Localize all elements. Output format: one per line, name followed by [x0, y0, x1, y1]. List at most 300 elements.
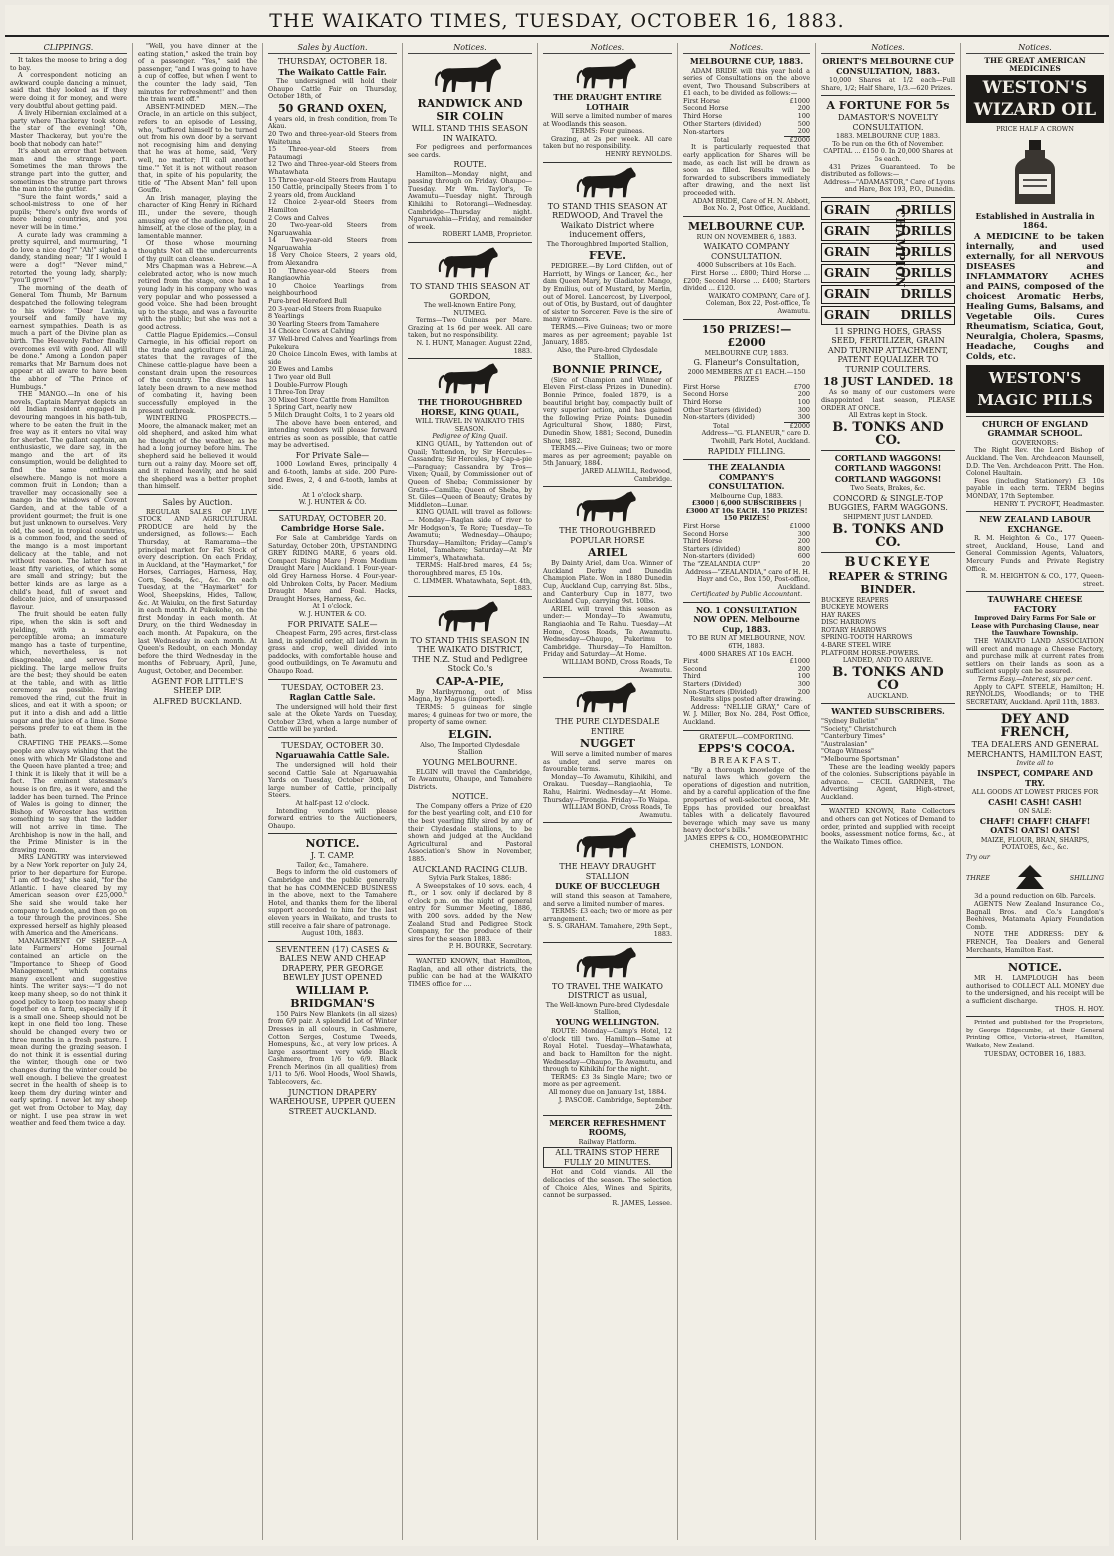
cheese-text: THE WAIKATO LAND ASSOCIATION will erect and manage a Cheese Factory, and purchase milk at current rates from settlers on their lands as soon as a sufficient supply can be assured. — [966, 637, 1104, 676]
waggon-subtitle: Two Seats, Brakes, &c. — [850, 484, 926, 493]
clipping: Cattle Plague Epidemics.—Consul Carnegie, in his official report on the trade and agriculture of Lima, states that the ravages of the Chinese cattle-plague have been a constant drain upon the resources of the country. The disease has lately been drawn to a new method of combating it, having been successfully employed in the present outbreak. — [138, 330, 257, 415]
prize-label: Starters (Divided) — [683, 679, 742, 688]
merchant-name: B. TONKS AND CO. — [832, 419, 944, 448]
clipping: Of those whose mourning thoughts Not all the undercurrents of thy guilt can cleanse. — [138, 239, 257, 263]
divider — [268, 510, 397, 511]
divider — [138, 494, 257, 495]
address-text: NOTE THE ADDRESS: DEY & FRENCH, Tea Dealers and General Merchants, Hamilton East. — [966, 930, 1104, 954]
column-heading: Sales by Auction. — [268, 43, 397, 54]
terms-text: TERMS: Half-bred mares, £4 5s; thoroughbred mares, £5 10s. — [408, 561, 532, 578]
signature-name: THOS. H. HOY. — [1054, 1004, 1104, 1013]
stallion-heading: THE THOROUGHBRED HORSE, KING QUAIL, — [417, 397, 523, 417]
terms-text: TERMS.—Five Guineas; two or more mares as per agreement; payable on 5th January, 1884. — [543, 444, 672, 468]
stallion-name: FEVE. — [589, 249, 626, 263]
cheese-subtitle: Improved Dairy Farms For Sale or Lease with Purchasing Clause, near the Tauwhare Township. — [971, 614, 1099, 638]
merchant-location: AUCKLAND. — [867, 691, 909, 700]
cocoa-text: "By a thorough knowledge of the natural laws which govern the operations of digestion and nutrition, and by a careful application of the fine properties of well-selected cocoa, Mr. Epps has provided our breakfast tables with a delicately flavoured beverage which may save us many heavy doctor's bills." — [683, 765, 810, 835]
list-item: 4 years old, in fresh condition, from Te Akau. — [268, 114, 397, 131]
consultation-heading: ORIENT'S MELBOURNE CUP CONSULTATION, 1883. — [822, 56, 954, 76]
column-clippings-continued — [133, 43, 263, 1540]
list-item: "Sydney Bulletin" — [821, 716, 878, 725]
divider — [966, 957, 1104, 958]
list-item: 5 Milch Draught Colts, 1 to 2 years old — [268, 410, 395, 419]
divider — [821, 552, 955, 553]
list-item: 1 Three-Ton Dray — [268, 388, 325, 397]
consultation-name: G. Flaneur's Consultation, — [693, 358, 800, 368]
route-text: ROUTE: Monday—Camp's Hotel, 12 o'clock till two. Hamilton—Same at Royal Hotel. Tuesday—Whatawhata, and back to Hamilton for the night. Wednesday—Ohaupo, Te Awamutu, and through to Kihikihi for the night. — [543, 1027, 672, 1074]
consultation-shares: 4000 SHARES AT 10s EACH. — [699, 649, 794, 658]
consultation-address: Address—"ADAMASTOR," Care of Lyons and Hare, Box 193, P.O., Dunedin. — [823, 177, 955, 194]
grain-label: GRAIN — [824, 265, 871, 280]
divider — [821, 450, 955, 451]
auctioneer-firm: W. J. HUNTER & CO. — [298, 498, 367, 507]
cocoa-maker: JAMES EPPS & CO., HOMŒOPATHIC CHEMISTS, LONDON. — [684, 833, 809, 850]
auctioneer-firm: W. J. HUNTER & CO. — [298, 609, 367, 618]
prize-label: Total — [713, 421, 730, 430]
refreshment-subtitle: Railway Platform. — [578, 1137, 637, 1146]
grain-label: GRAIN — [824, 202, 871, 217]
consultation-subtitle: 1883. MELBOURNE CUP, 1883. — [836, 132, 940, 141]
consultation-date: To be run on the 6th of November. — [832, 139, 944, 148]
private-sale-text: 1000 Lowland Ewes, principally 4 and 6-tooth, lambs at side. 200 Pure-bred Ewes, 2, 4 and 6-tooth, lambs at side. — [268, 460, 397, 492]
sale-note: The above have been entered, and intending vendors will please forward entries as soon as possible, that cattle may be advertised. — [268, 418, 397, 450]
shilling-label: SHILLING — [1069, 873, 1104, 882]
just-landed: 18 JUST LANDED. 18 — [822, 375, 954, 389]
grain-label: GRAIN — [824, 244, 871, 259]
prize-amount: 20 — [801, 559, 810, 568]
drills-label: DRILLS — [900, 265, 952, 280]
masthead-title: THE WAIKATO TIMES, TUESDAY, OCTOBER 16, 1883. — [269, 10, 845, 32]
exchange-heading: NEW ZEALAND LABOUR EXCHANGE. — [979, 514, 1091, 534]
consultation-capital: CAPITAL ... £150 0. In 20,000 Shares at 5s each. — [823, 147, 953, 163]
school-heading: CHURCH OF ENGLAND GRAMMAR SCHOOL. — [981, 418, 1089, 439]
stallion-heading: THE HEAVY DRAUGHT STALLION — [559, 862, 656, 881]
owner-name: JARED ALLWILL, Redwood, Cambridge. — [582, 467, 672, 483]
clipping: It's about an error that between man and the strange part. Sometimes the man throws the strange part into the gutter, and sometimes the strange part throws the man into the gutter. — [10, 147, 127, 194]
proprietor-name: ROBERT LAMB, Proprietor. — [442, 230, 532, 239]
divider — [683, 730, 810, 731]
clipping: ABSENT-MINDED MEN.—The Oracle, in an article on this subject, refers to an episode of Lessing, who, "suffered himself to be turned out from his own door by a servant not recognising him and denying that he was at home, said, 'Very well, no matter; I'll call another time.'" Yet it is not without reason that, in spite of his popularity, the title of "The Absent Man" fell upon Gouffe. — [138, 102, 257, 195]
horse-illustration — [573, 166, 643, 200]
divider — [683, 459, 810, 460]
clipping: MANAGEMENT OF SHEEP.—A late Farmers' Home Journal contained an article on the "Importance to Sheep of Good Management," which contains many excellent and suggestive hints. The writer says:—"I do not keep many sheep, so do not think it good policy to keep too many sheep together on a farm, especially if it is a small one. Sheep should not be kept in one field too long. These should be changed every two or three months in a fresh pasture. I mean during the grazing season. I do not think it is essential during the winter, though one or two changes during the winter could be well enough. I believe the greatest secret in the health of sheep is to keep them dry during winter and early spring. I never let my sheep get wet from October to May, day or night. I use pea straw in wet weather and feed them twice a day. — [10, 936, 127, 1128]
consultation-shares: 4000 Subscribers at 10s Each. — [696, 261, 797, 270]
clipping: "Sure the faint words," said a school-mistress to one of her pupils; "there's only five words of more being countries, and you never will be in time." — [10, 192, 127, 232]
stand-text: Will serve a limited number of mares at Woodlands this season. — [543, 112, 672, 128]
three-label: THREE — [966, 873, 990, 882]
merchant-name: B. TONKS AND CO. — [832, 521, 944, 550]
tea-reduction: 3d a pound reduction on 6lb. Parcels. — [974, 892, 1096, 901]
waggon-line: CORTLAND WAGGONS! — [834, 463, 942, 474]
divider — [821, 95, 955, 96]
newspaper-page — [5, 5, 1109, 1546]
owner-name: WILLIAM BOND, Cross Roads, Te Awamutu. — [562, 657, 672, 674]
list-item: 2 Cows and Calves — [268, 213, 330, 222]
chaff-line: CHAFF! CHAFF! CHAFF! OATS! OATS! OATS! — [979, 815, 1091, 836]
inspect-line: INSPECT, COMPARE AND TRY. — [977, 768, 1093, 788]
prize-amount: 200 — [797, 104, 810, 113]
list-item: 8 Yearlings — [268, 312, 304, 321]
terms-text: Terms—Two Guineas per Mare. Grazing at 1s 6d per week. All care taken, but no responsibility. — [408, 316, 532, 340]
grain-label: GRAIN — [824, 223, 871, 238]
divider — [268, 737, 397, 738]
list-item: 37 Well-bred Calves and Yearlings from Pukekura — [268, 335, 397, 351]
column-clippings — [5, 43, 133, 1540]
list-item: 1 Two year old Bull — [268, 372, 331, 381]
divider — [268, 833, 397, 834]
clipping: THE MANGO.—In one of his novels, Captain Marryat depicts an old Indian resident engaged in devouring mangoes in his bath-tub, where to be eaten the fruit in the free way as it enters no vital way for sherbet. The gallant captain, an enthusiastic, we dare say, in the mango and the art of its consumption, would be delighted to find the same enthusiasm elsewhere. Mango is not more a common fruit in London; than a traveller may occasionally see a mango in the windows of Covent Garden, and at the table of a provident gourmet; the fruit is one but just unknown to ourselves. Very old, the seed, in tropical countries, is a common food, and the seed of the mango is a most important delicacy at the table, and not without reason. The latter has at least fifty varieties, of which some are small and stringy; but the better kinds are as large as a child's head, full of sweet and delicate juice, and of unsurpassed flavour. — [10, 390, 127, 611]
racing-stakes: Sylvia Park Stakes, 1886: — [428, 874, 512, 883]
divider — [543, 942, 672, 943]
cheese-terms: Terms Easy.—Interest, six per cent. — [977, 675, 1093, 684]
school-terms: Fees (including Stationery) £3 10s payable in each term. TERM begins MONDAY, 17th September. — [966, 476, 1104, 500]
stand-heading: TO STAND THIS SEASON AT REDWOOD, And Travel the Waikato District where inducement offers, — [547, 201, 668, 240]
list-item: 10 Three-year-old Steers from Rangiaowhia — [268, 266, 397, 283]
medicine-banner: THE GREAT AMERICAN MEDICINES — [984, 56, 1086, 73]
pedigree-text: PEDIGREE.—By Lord Clifden, out of Harriott, by Wings or Lancer, &c., her dam Queen Mary, by Gladiator. Mango, by Emilius, out of Mustard, by Merlin, out of Morel. Lancercost, by Liverpool, out of Otis, by Bustard, out of daughter of sister to Sorcerer. Feve is the sire of many winners. — [543, 262, 672, 324]
medicine-text: A MEDICINE to be taken internally, and used externally, for all NERVOUS DISEASES and INFLAMMATORY ACHES and PAINS, composed of the choicest Aromatic Herbs, Healing Gums, Balsams, and Vegetable Oils. Cures Rheumatism, Sciatica, Gout, Neuralgia, Cholera, Spasms, Headache, Coughs and Colds, etc. — [966, 231, 1104, 362]
owner-name: J. PASCOE. Cambridge, September 24th. — [558, 1095, 672, 1112]
prize-label: Third Horse — [683, 112, 723, 121]
notice-heading: NOTICE. — [305, 837, 360, 851]
racing-text: A Sweepstakes of 10 sovs. each, 4 ft., or 1 sov. only if declared by 8 o'clock p.m. on the night of general entry for Summer Meeting, 1886, with 200 sovs. added by the New Zealand Stud and Pedigree Stock Company, for the produce of their sires for the season 1883. — [408, 881, 532, 943]
consultation-note: It is particularly requested that early application for Shares will be made, as each list will be drawn as soon as filled. Results will be forwarded to subscribers immediately after drawing, and the next list proceeded with. — [683, 143, 810, 197]
tailor-text: Begs to inform the old customers of Cambridge and the public generally that he has COMMENCED BUSINESS in the above, next to the Tamahere Hotel, and thanks them for the liberal support accorded to him for the last eleven years in Waikato, and trusts to still receive a fair share of patronage. — [268, 868, 397, 930]
invite-line: Invite all to — [1016, 759, 1054, 768]
stallion-subtitle: The Well-known Pure-bred Clydesdale Stallion, — [545, 1000, 670, 1017]
stand-text: will stand this season at Tamahere, and serve a limited number of mares. — [543, 891, 672, 908]
column-notices-entires — [538, 43, 678, 1540]
prize-amount: 300 — [797, 413, 810, 422]
consultation-address: Address—"ZEALANDIA," care of H. H. Hayr and Co., Box 150, Post-office, Auckland. — [685, 567, 810, 591]
stand-heading: WILL STAND THIS SEASON IN WAIKATO. — [411, 124, 529, 143]
column-notices-stallions — [403, 43, 538, 1540]
cocoa-subtitle: BREAKFAST. — [710, 756, 783, 766]
list-item: 1 Spring Cart, nearly new — [268, 403, 353, 412]
list-item: 20 Ewes and Lambs — [268, 365, 333, 374]
clipping: WINTERING PROSPECTS.—Moore, the almanack maker, met an old shepherd, and asked him what he thought of the weather, as he had a long journey before him. The shepherd said he believed it would turn out a rainy day. Moore set off, and it rained heavily, and he said the shepherd was a better prophet than himself. — [138, 414, 257, 491]
sale-intro: The undersigned will hold their Ohaupo Cattle Fair on Thursday, October 18th, of — [268, 77, 397, 101]
buggies-line: CONCORD & SINGLE-TOP BUGGIES, FARM WAGGONS. — [828, 493, 948, 513]
list-item: 20 Two-year-old Steers from Ngaruawahia — [268, 221, 397, 237]
column-notices-merchants — [961, 43, 1109, 1540]
drills-label: DRILLS — [900, 307, 952, 322]
merchant-subtitle: TEA DEALERS AND GENERAL MERCHANTS, HAMILTON EAST, — [967, 740, 1103, 759]
prize-amount: 100 — [797, 672, 810, 681]
list-item: ROTARY HARROWS — [821, 625, 887, 634]
prize-label: First Horse — [683, 521, 720, 530]
consultation-subtitle: MELBOURNE CUP, 1883. — [704, 348, 789, 357]
prize-label: Non-starters — [683, 127, 725, 136]
tailor-name: J. T. CAMP. — [310, 851, 355, 861]
agent-line: AGENT FOR LITTLE'S SHEEP DIP. — [151, 676, 244, 696]
stallion-heading: THE THOROUGHBRED POPULAR HORSE — [559, 526, 656, 545]
tailor-subtitle: Tailor, &c., Tamahere. — [296, 860, 369, 869]
stallion-subtitle: Also, The Imported Clydesdale Stallion — [420, 740, 520, 757]
clipping: It takes the moose to bring a dog to bay. — [10, 56, 127, 72]
stallion-subtitle: Also, the Pure-bred Clydesdale Stallion, — [557, 345, 658, 362]
consultation-heading: MELBOURNE CUP. — [687, 219, 805, 233]
sale-title: Cambridge Horse Sale. — [280, 523, 385, 534]
prize-amount: 500 — [797, 119, 810, 128]
divider — [966, 416, 1104, 417]
drapery-heading: SEVENTEEN (17) CASES & BALES NEW AND CHEAP DRAPERY, PER GEORGE BEWLEY JUST OPENED — [275, 944, 390, 983]
prize-label: Third Horse — [683, 537, 723, 546]
stallion-name: YOUNG MELBOURNE. — [422, 758, 518, 767]
prize-label: First — [683, 657, 699, 666]
payment-note: All money due on January 1st, 1884. — [548, 1087, 667, 1096]
prize-amount: 100 — [797, 398, 810, 406]
clipping: A correspondent noticing an awkward couple dancing a minuet, said that they looked as if they were doing it for money, and were very doubtful about getting paid. — [10, 71, 127, 110]
auctioneer-name: ALFRED BUCKLAND. — [153, 696, 242, 706]
consultation-shares: £3000 | 6,000 SUBSCRIBERS | £3000 AT 10s EACH. 150 PRIZES! 150 PRIZES! — [685, 499, 808, 523]
drills-label: DRILLS — [900, 202, 952, 217]
prize-label: Third — [683, 672, 701, 681]
refreshment-heading: MERCER REFRESHMENT ROOMS, — [549, 1117, 666, 1138]
prize-label: Other Starters (divided) — [683, 119, 762, 128]
owner-name: C. LIMMER. Whatawhata, Sept. 4th, 1883. — [413, 576, 532, 593]
manager-name: N. I. HUNT, Manager. August 22nd, 1883. — [416, 339, 532, 355]
horse-illustration — [430, 57, 510, 95]
clipping: A curate lady was cramming a pretty squirrel, and murmuring, "I do love a nice dog?" "Ah!" sighed a dandy, standing near; "If I would I were a dog!" "Never mind," retorted the young lady, sharply; "you'll grow!" — [10, 230, 127, 285]
terms-text: TERMS: 5 guineas for single mares; 4 guineas for two or more, the property of same owner. — [408, 703, 532, 727]
tea-price-row — [966, 863, 1104, 893]
prize-amount: £700 — [793, 382, 810, 391]
prize-label: Second Horse — [683, 104, 729, 113]
clipping: Mrs Chapman was a Hebrew.—A celebrated actor, who is now much retired from the stage, once had a young lady in his company who was very popular and who possessed a good voice. She had been brought up to the stage, and was a favourite with the public; but she was not a good actress. — [138, 262, 257, 331]
reaper-heading: REAPER & STRING BINDER. — [828, 569, 948, 596]
sale-time: At 1 o'clock. — [312, 602, 353, 611]
divider — [966, 511, 1104, 512]
divider — [543, 486, 672, 487]
implement-list — [821, 597, 955, 658]
prize-label: First Horse — [683, 382, 720, 391]
divider — [268, 941, 397, 942]
list-item: HAY RAKES — [821, 610, 861, 619]
divider — [966, 1016, 1104, 1017]
column-sales-by-auction — [263, 43, 403, 1540]
list-item: 18 Very Choice Steers, 2 years old, from Alexandra — [268, 251, 397, 268]
route-text: ELGIN will travel the Cambridge, Te Awamutu, Ohaupo, and Tamahere Districts. — [408, 767, 532, 791]
consultation-name: WAIKATO COMPANY CONSULTATION. — [703, 242, 790, 261]
prize-label: Second Horse — [683, 390, 729, 399]
clipping: "Well, you have dinner at the eating station," asked the train boy of a passenger. "Yes," said the passenger, "and I was going to have a cup of coffee, but when I went to the counter the lady said, 'Ten minutes for refreshment!' and then the train went off." — [138, 43, 257, 104]
sale-date: SATURDAY, OCTOBER 20. — [278, 513, 387, 523]
sale-text: For Sale at Cambridge Yards on Saturday, October 20th, UPSTANDING GREY RIDING MARE, 6 years old. Compact Rising Mare | From Medium Draught Mare | Auckland. 1 Four-year-old Grey Harness Horse. 4 Four-year-old Unbroken Colts, by Pacer. Medium Draught Mare and Foal. Hacks, Draught Horses, Harness, &c. — [268, 533, 397, 603]
divider — [543, 677, 672, 678]
racing-club-heading: AUCKLAND RACING CLUB. — [412, 864, 528, 874]
merchant-name: DEY AND FRENCH, — [1000, 712, 1070, 741]
consultation-address: Address—"G. FLANEUR," care D. Twohill, Park Hotel, Auckland. — [701, 429, 810, 445]
prize-amount: 200 — [797, 127, 810, 136]
consultation-text: ADAM BRIDE will this year hold a series of Consultations on the above event, Two Thousand Subscribers at £1 each, to be divided as follows:— — [683, 66, 810, 98]
horse-illustration — [573, 490, 643, 524]
stand-text: Will serve a limited number of mares as under, and serve mares on favourable terms. — [543, 750, 672, 774]
divider — [683, 319, 810, 320]
list-item: "Otago Witness" — [821, 747, 874, 756]
sale-note: Intending vendors will please forward entries to the Auctioneers, Ohaupo. — [268, 806, 397, 830]
prize-label: Non-starters (divided) — [683, 552, 755, 561]
route-text: KING QUAIL will travel as follows:— Monday—Raglan side of river to Mr Hodgson's, Te Rore; Tuesday—Te Awamutu; Wednesday—Ohaupo; Thursday—Hamilton; Friday—Camp's Hotel, Tamahere; Saturday—At Mr Limmer's, Whatawhata. — [408, 508, 532, 562]
list-item: BUCKEYE REAPERS — [821, 595, 889, 604]
sale-date: TUESDAY, OCTOBER 30. — [281, 740, 384, 750]
masthead — [5, 9, 1109, 37]
consultation-address: ADAM BRIDE, Care of H. N. Abbott, Box No. 2, Post Office, Auckland. — [692, 196, 810, 213]
stallion-name: BONNIE PRINCE, — [552, 362, 663, 376]
divider — [543, 162, 672, 163]
list-item: DISC HARROWS — [821, 618, 876, 627]
column-heading: CLIPPINGS. — [10, 43, 127, 54]
list-item: 15 Three-year-old Steers from Hautapu — [268, 175, 397, 184]
prize-amount: 300 — [797, 405, 810, 414]
list-item: 12 Two and Three-year-old Steers from Whatawhata — [268, 160, 397, 176]
consultation-address: WAIKATO COMPANY, Care of J. Coleman, Box 22, Post-office, Te Awamutu. — [705, 291, 810, 315]
wanted-heading: WANTED SUBSCRIBERS. — [831, 706, 945, 717]
consultation-name: DAMASTOR'S NOVELTY CONSULTATION. — [837, 113, 939, 132]
prize-amount: £2000 — [784, 422, 810, 430]
draper-name: WILLIAM P. BRIDGMAN'S — [290, 983, 375, 1010]
paper-list — [821, 718, 955, 764]
exchange-firm: R. M. HEIGHTON & CO., 177, Queen-street. — [980, 572, 1104, 588]
grain-label: GRAIN — [824, 286, 871, 301]
produce-line: MAIZE, FLOUR, BRAN, SHARPS, POTATOES, &c., &c. — [980, 835, 1090, 852]
order-note: As so many of our customers were disappointed last season, PLEASE ORDER AT ONCE. — [821, 388, 955, 412]
consultation-date: RUN ON NOVEMBER 6, 1883. — [696, 232, 797, 241]
cocoa-tagline: GRATEFUL—COMFORTING. — [699, 732, 794, 741]
column-heading: Notices. — [543, 43, 672, 54]
prize-amount: £1000 — [789, 96, 810, 105]
list-item: SPRING-TOOTH HARROWS — [821, 633, 913, 642]
horse-illustration — [435, 600, 505, 634]
owner-name: S. S. GRAHAM. Tamahere, 29th Sept., 1883. — [548, 922, 672, 938]
try-label: Try our — [966, 852, 990, 861]
list-item: BUCKEYE MOWERS — [821, 603, 889, 612]
wanted-known-text: WANTED KNOWN, that Hamilton, Raglan, and all other districts, the public can be had at the WAIKATO TIMES office for .... — [408, 956, 532, 988]
divider — [821, 804, 955, 805]
route-text: ARIEL will travel this season as under:— Monday—To Awamutu, Rangiaohia and Te Rahu. Tuesday—At Home, Cross Roads, Te Awamutu. Wednesday—Ohaupo, Pukerimu to Cambridge. Thursday—To Hamilton. Friday and Saturday—At Home. — [543, 604, 672, 659]
prize-label: The "ZEALANDIA CUP" — [683, 559, 761, 568]
list-item: 10 Choice Yearlings from neighbourhood — [268, 281, 397, 298]
grain-drills-row — [821, 306, 955, 325]
prize-table — [683, 98, 810, 145]
prize-amount: 800 — [797, 544, 810, 553]
cheese-heading: TAUWHARE CHEESE FACTORY — [987, 594, 1083, 614]
drills-label: DRILLS — [900, 286, 952, 301]
route-text: Hamilton—Monday night, and passing through on Friday. Ohaupo—Tuesday. Mr Wm. Taylor's, Te Awamutu—Tuesday night. Through Kihikihi to Rotorangi—Wednesday. Cambridge—Thursday night. Ngaruawahia—Friday, and remainder of week. — [408, 169, 532, 231]
stallion-name: DUKE OF BUCCLEUGH — [555, 881, 660, 892]
prize-amount: 600 — [797, 552, 810, 561]
goods-line: ALL GOODS AT LOWEST PRICES FOR — [971, 788, 1099, 796]
list-item: 14 Choice Cows at Calving — [268, 327, 355, 336]
pedigree-text: (Sire of Champion and Winner of Eleven First-class Prizes in Dunedin). Bonnie Prince, foaled 1879, is a beautiful bright bay, compactly built of very superior action, and has gained the following Prize Points: Dunedin Agricultural Show, 1880; First, Dunedin Show, 1881; Second, Dunedin Show, 1882. — [543, 375, 672, 445]
divider — [683, 216, 810, 217]
stallion-name: ELGIN. — [448, 727, 492, 741]
consultation-shares: 2000 MEMBERS AT £1 EACH.—150 PRIZES — [687, 367, 806, 384]
drapery-text: 150 Pairs New Blankets (in all sizes) from 6/9 pair. A splendid Lot of Winter Dresses in all colours, in Cashmere, Cotton Serges, Costume Tweeds, Homespuns, &c., at very low prices. A large assortment very wide Black Cashmere, from 1/6 to 6/9. Black French Merinos (in all qualities) from 1/11 to 5/6. Wool Hoods, Wool Shawls, Tablecovers, &c. — [268, 1009, 397, 1087]
drapery-address: JUNCTION DRAPERY WAREHOUSE, UPPER QUEEN STREET AUCKLAND. — [269, 1087, 396, 1116]
stallion-names: RANDWICK AND SIR COLIN — [417, 97, 523, 123]
list-item: "Canterbury Times" — [821, 732, 886, 741]
stallion-subtitle: The Thoroughbred Imported Stallion, — [546, 239, 669, 248]
consultation-heading: NO. 1 CONSULTATION NOW OPEN. Melbourne Cup, 1883. — [693, 604, 800, 634]
grazing-text: Grazing, at 2s per week. All care taken but no responsibility. — [543, 134, 672, 151]
prize-amount: 300 — [797, 679, 810, 688]
sale-date: TUESDAY, OCTOBER 23. — [281, 682, 384, 692]
list-item: 14 Two-year-old Steers from Ngaruawahia — [268, 236, 397, 252]
list-item: 1 Double-Furrow Plough — [268, 380, 348, 389]
divider — [966, 591, 1104, 592]
prize-table — [683, 384, 810, 431]
horse-illustration — [435, 246, 505, 280]
cocoa-brand: EPPS'S COCOA. — [697, 742, 796, 756]
list-item: 4-BARE STEEL WIRE — [821, 641, 891, 650]
clipping: CRAFTING THE PEAKS.—Some people are always wishing that the ones with which Mr Gladstone and the Queen have planted a tree; and I think it is likely that it will be a fact. The eminent statesman's house is on fire, as it were, and the ladder has been turned. The Prince of Wales is going to dinner, the Bishop of Worcester has written something to say that the ladder will not arrive in time. The Archbishop is now in the hall, and the Prime Minister is in the drawing room. — [10, 739, 127, 854]
horse-illustration — [573, 681, 643, 715]
table-row — [683, 666, 810, 674]
terms-text: TERMS.—Five Guineas; two or more mares as per agreement; payable 1st January, 1885. — [543, 322, 672, 347]
certification: Certificated by Public Accountant. — [690, 590, 803, 599]
column-heading: Notices. — [683, 43, 810, 54]
stallion-heading: THE DRAUGHT ENTIRE LOTHAIR — [553, 92, 662, 112]
stallion-name: ARIEL — [588, 546, 627, 560]
clipping: A lively Hibernian exclaimed at a party where Thackeray took stone the star of the evening! "Oh, Master Thackeray, but you're the boob that nobody can hate!" — [10, 109, 127, 148]
stallion-subtitle: WILL TRAVEL IN WAIKATO THIS SEASON. — [415, 417, 525, 433]
implement-attachments: 11 SPRING HOES, GRASS SEED, FERTILIZER, GRAIN AND TURNIP ATTACHMENT, PATENT EQUALIZER TO TURNIP COULTERS. — [827, 326, 949, 374]
sale-title: Ngaruawahia Cattle Sale. — [275, 750, 390, 761]
notice-text: MR H. LAMPLOUGH has been authorised to COLLECT ALL MONEY due to the undersigned, and his receipt will be a sufficient discharge. — [966, 974, 1104, 1005]
prize-label: Other Starters (divided) — [683, 405, 762, 414]
filling-notice: RAPIDLY FILLING. — [707, 446, 786, 456]
governors-text: The Right Rev. the Lord Bishop of Auckland. The Ven. Archdeacon Maunsell, D.D. The Ven. Archdeacon Pritt. The Hon. Colonel Haultain. — [966, 446, 1104, 478]
sale-time: At 1 o'clock sharp. — [302, 490, 363, 499]
column-notices-consultations — [678, 43, 816, 1540]
imprint-date: TUESDAY, OCTOBER 16, 1883. — [984, 1049, 1086, 1058]
column-heading: Notices. — [821, 43, 955, 54]
stand-heading: TO STAND THIS SEASON AT GORDON, — [410, 282, 530, 301]
sale-time: At half-past 12 o'clock. — [295, 798, 370, 807]
notice-heading: NOTICE. — [1008, 961, 1062, 975]
owner-name: WILLIAM BOND, Cross Roads, Te Awamutu. — [562, 803, 672, 819]
horse-illustration — [573, 946, 643, 980]
auction-heading: Sales by Auction. — [162, 498, 233, 508]
terms-text: TERMS: £3 3s Single Mare; two or more as per agreement. — [543, 1072, 672, 1089]
prize-amount: 200 — [797, 664, 810, 673]
route-text: Monday—To Awamutu, Kihikihi, and Orakau. Tuesday—Rangiaohia, Te Rahu, Hairini. Wednesday—At Home. Thursday—Pirongia. Friday—To Waipa. — [543, 772, 672, 804]
stallion-name: CAP-A-PIE, — [435, 674, 505, 688]
pedigree-heading: Pedigree of King Quail. — [432, 432, 508, 441]
stand-text: The well-known Entire Pony, NUTMEG. — [423, 301, 517, 317]
wizard-oil-logo: WESTON'S WIZARD OIL — [966, 75, 1104, 123]
list-item: 12 Choice 2-year-old Steers from Hamilton — [268, 198, 397, 214]
consultation-heading: THE ZEALANDIA COMPANY'S CONSULTATION. — [708, 462, 785, 492]
tea-tree-icon — [1012, 863, 1048, 893]
list-item: 20 3-year-old Steers from Ruapuke — [268, 304, 382, 313]
onsale-line: ON SALE: — [1018, 807, 1052, 816]
sale-title: Raglan Cattle Sale. — [289, 692, 376, 703]
shipment-note: SHIPMENT JUST LANDED. — [843, 512, 933, 521]
list-item: 15 Three-year-old Steers from Pataumagi — [268, 145, 397, 161]
list-item: PLATFORM HORSE-POWERS. — [821, 648, 920, 657]
prize-label: First Horse — [683, 96, 720, 105]
clipping: The fruit should be eaten fully ripe, when the skin is soft and yielding, with a scarcely perceptible aroma; an immature mango has a taste of turpentine, which, nevertheless, is not disagreeable, and serves for pickling. The large mellow fruits are the best; they should be eaten at the table, and with as little ceremony as possible. Having removed the rind, cut the fruit in slices, and eat it with a spoon; or put it into a dish and add a little sugar and the juice of a lime. Some persons prefer to eat them in the bath. — [10, 610, 127, 740]
prize-table — [683, 658, 810, 696]
headmaster-name: HENRY T. PYCROFT, Headmaster. — [993, 499, 1104, 508]
waggon-line: CORTLAND WAGGONS! — [834, 452, 942, 463]
trains-notice: ALL TRAINS STOP HERE FULLY 20 MINUTES. — [543, 1147, 672, 1168]
prize-table — [683, 523, 810, 569]
governors-heading: GOVERNORS: — [1011, 438, 1059, 447]
column-heading: Notices. — [408, 43, 532, 54]
